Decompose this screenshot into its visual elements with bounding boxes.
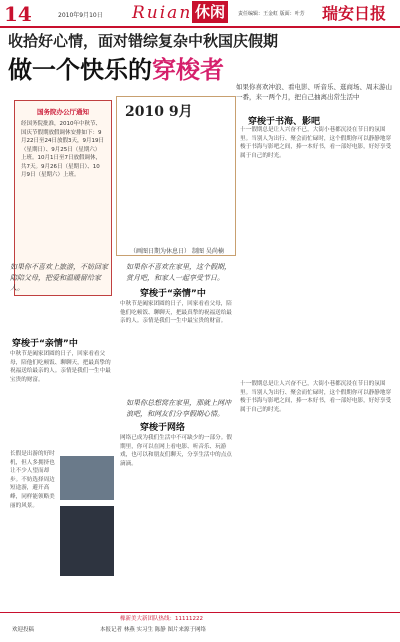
caption-credit: 制图 吴尚楠 [191, 248, 224, 255]
subhead-online: 穿梭于网络 [140, 423, 186, 433]
issue-date: 2010年9月10日 [58, 12, 103, 19]
footer-note: 欢迎投稿 [12, 627, 35, 633]
footer-ad: 橡新美大新团队热线：11111222 [120, 616, 203, 622]
main-headline [8, 50, 224, 85]
notice-body: 经国务院批准，2010年中秋节、国庆节假期放假调休安排如下：9月22日至24日放假3天，9月19日（星期日）、9月25日（星期六）上班。10月1日至7日放假调休，共7天。9月26日（星期日）、10月9日（星期六）上班。 [21, 121, 104, 178]
footer-credit: 本报记者 林燕 实习生 陈静 图片来源于网络 [100, 627, 206, 633]
subhead-books-films: 穿梭于书海、影吧 [248, 117, 321, 127]
article-body-2: 中秋节是阖家团圆的日子，回家看看父母，陪他们吃顿饭、聊聊天，把最真挚的祝福送给最亲的人。亲情是我们一生中最宝贵的财富。 [10, 351, 111, 383]
page-number: 14 [4, 2, 32, 26]
movie-poster [60, 506, 114, 576]
headline-prefix: 做一个快乐的 [8, 55, 152, 84]
article-body-6: 十一假期总是让人兴奋不已，大街小巷都沉浸在节日的氛围里。当别人为出行、聚会而忙碌时，这个假期你可以静静地穿梭于书海与影吧之间，捧一本好书，看一部好电影，好好享受属于自己的时光。 [240, 381, 392, 413]
notice-title: 国务院办公厅通知 [37, 108, 89, 116]
article-body-4: 网络已成为我们生活中不可缺少的一部分。假期里，你可以在网上看电影、听音乐、玩游戏，也可以和朋友们聊天，分享生活中的点点滴滴。 [120, 435, 232, 467]
newspaper-title: 瑞安日报 [322, 4, 387, 23]
kicker-headline: 收拾好心情，面对错综复杂中秋国庆假期 [8, 32, 279, 50]
intro-quote-2: 如果你不喜欢在家里，这个假期，赏月吧，和家人一起享受节日。 [126, 263, 231, 282]
intro-quote-1: 如果你不喜欢上旅游，不妨回家陪陪父母，把爱和温暖留给家人。 [10, 263, 108, 292]
editor-credit: 责任编辑：王金虹 版面：叶芳 [238, 11, 305, 17]
headline-highlight: 穿梭者 [152, 55, 224, 84]
caption-text: （画图日期为休息日） [130, 248, 191, 255]
article-body-5: 长假是出游的好时机，但人多拥挤也让不少人望而却步。不妨选择周边短途游，避开高峰，同样能领略美丽的风景。 [10, 451, 55, 509]
calendar-september [116, 96, 236, 256]
lead-paragraph: 如果你喜欢冲浪、看电影、听音乐、逛商场、周末游山一番，来一两个月，把自己抽离出常生活中 [236, 83, 392, 101]
calendar-caption [130, 246, 224, 255]
subhead-family: 穿梭于“亲情”中 [12, 339, 78, 349]
house-photo [60, 456, 114, 500]
intro-quote-3: 如果你总想窝在家里，那就上网冲浪吧，和网友们分享假期心情。 [126, 399, 231, 418]
month-label-sep: 2010 9月 [125, 104, 193, 120]
subhead-family-2: 穿梭于“亲情”中 [140, 289, 206, 299]
section-name-en: Ruian [132, 3, 193, 23]
article-body-3: 中秋节是阖家团圆的日子，回家看看父母，陪他们吃顿饭、聊聊天，把最真挚的祝福送给最亲的人。亲情是我们一生中最宝贵的财富。 [120, 301, 232, 325]
article-body-1: 十一假期总是让人兴奋不已，大街小巷都沉浸在节日的氛围里。当别人为出行、聚会而忙碌时，这个假期你可以静静地穿梭于书海与影吧之间，捧一本好书，看一部好电影，好好享受属于自己的时光。 [240, 127, 392, 159]
section-badge: 休闲 [192, 1, 228, 23]
